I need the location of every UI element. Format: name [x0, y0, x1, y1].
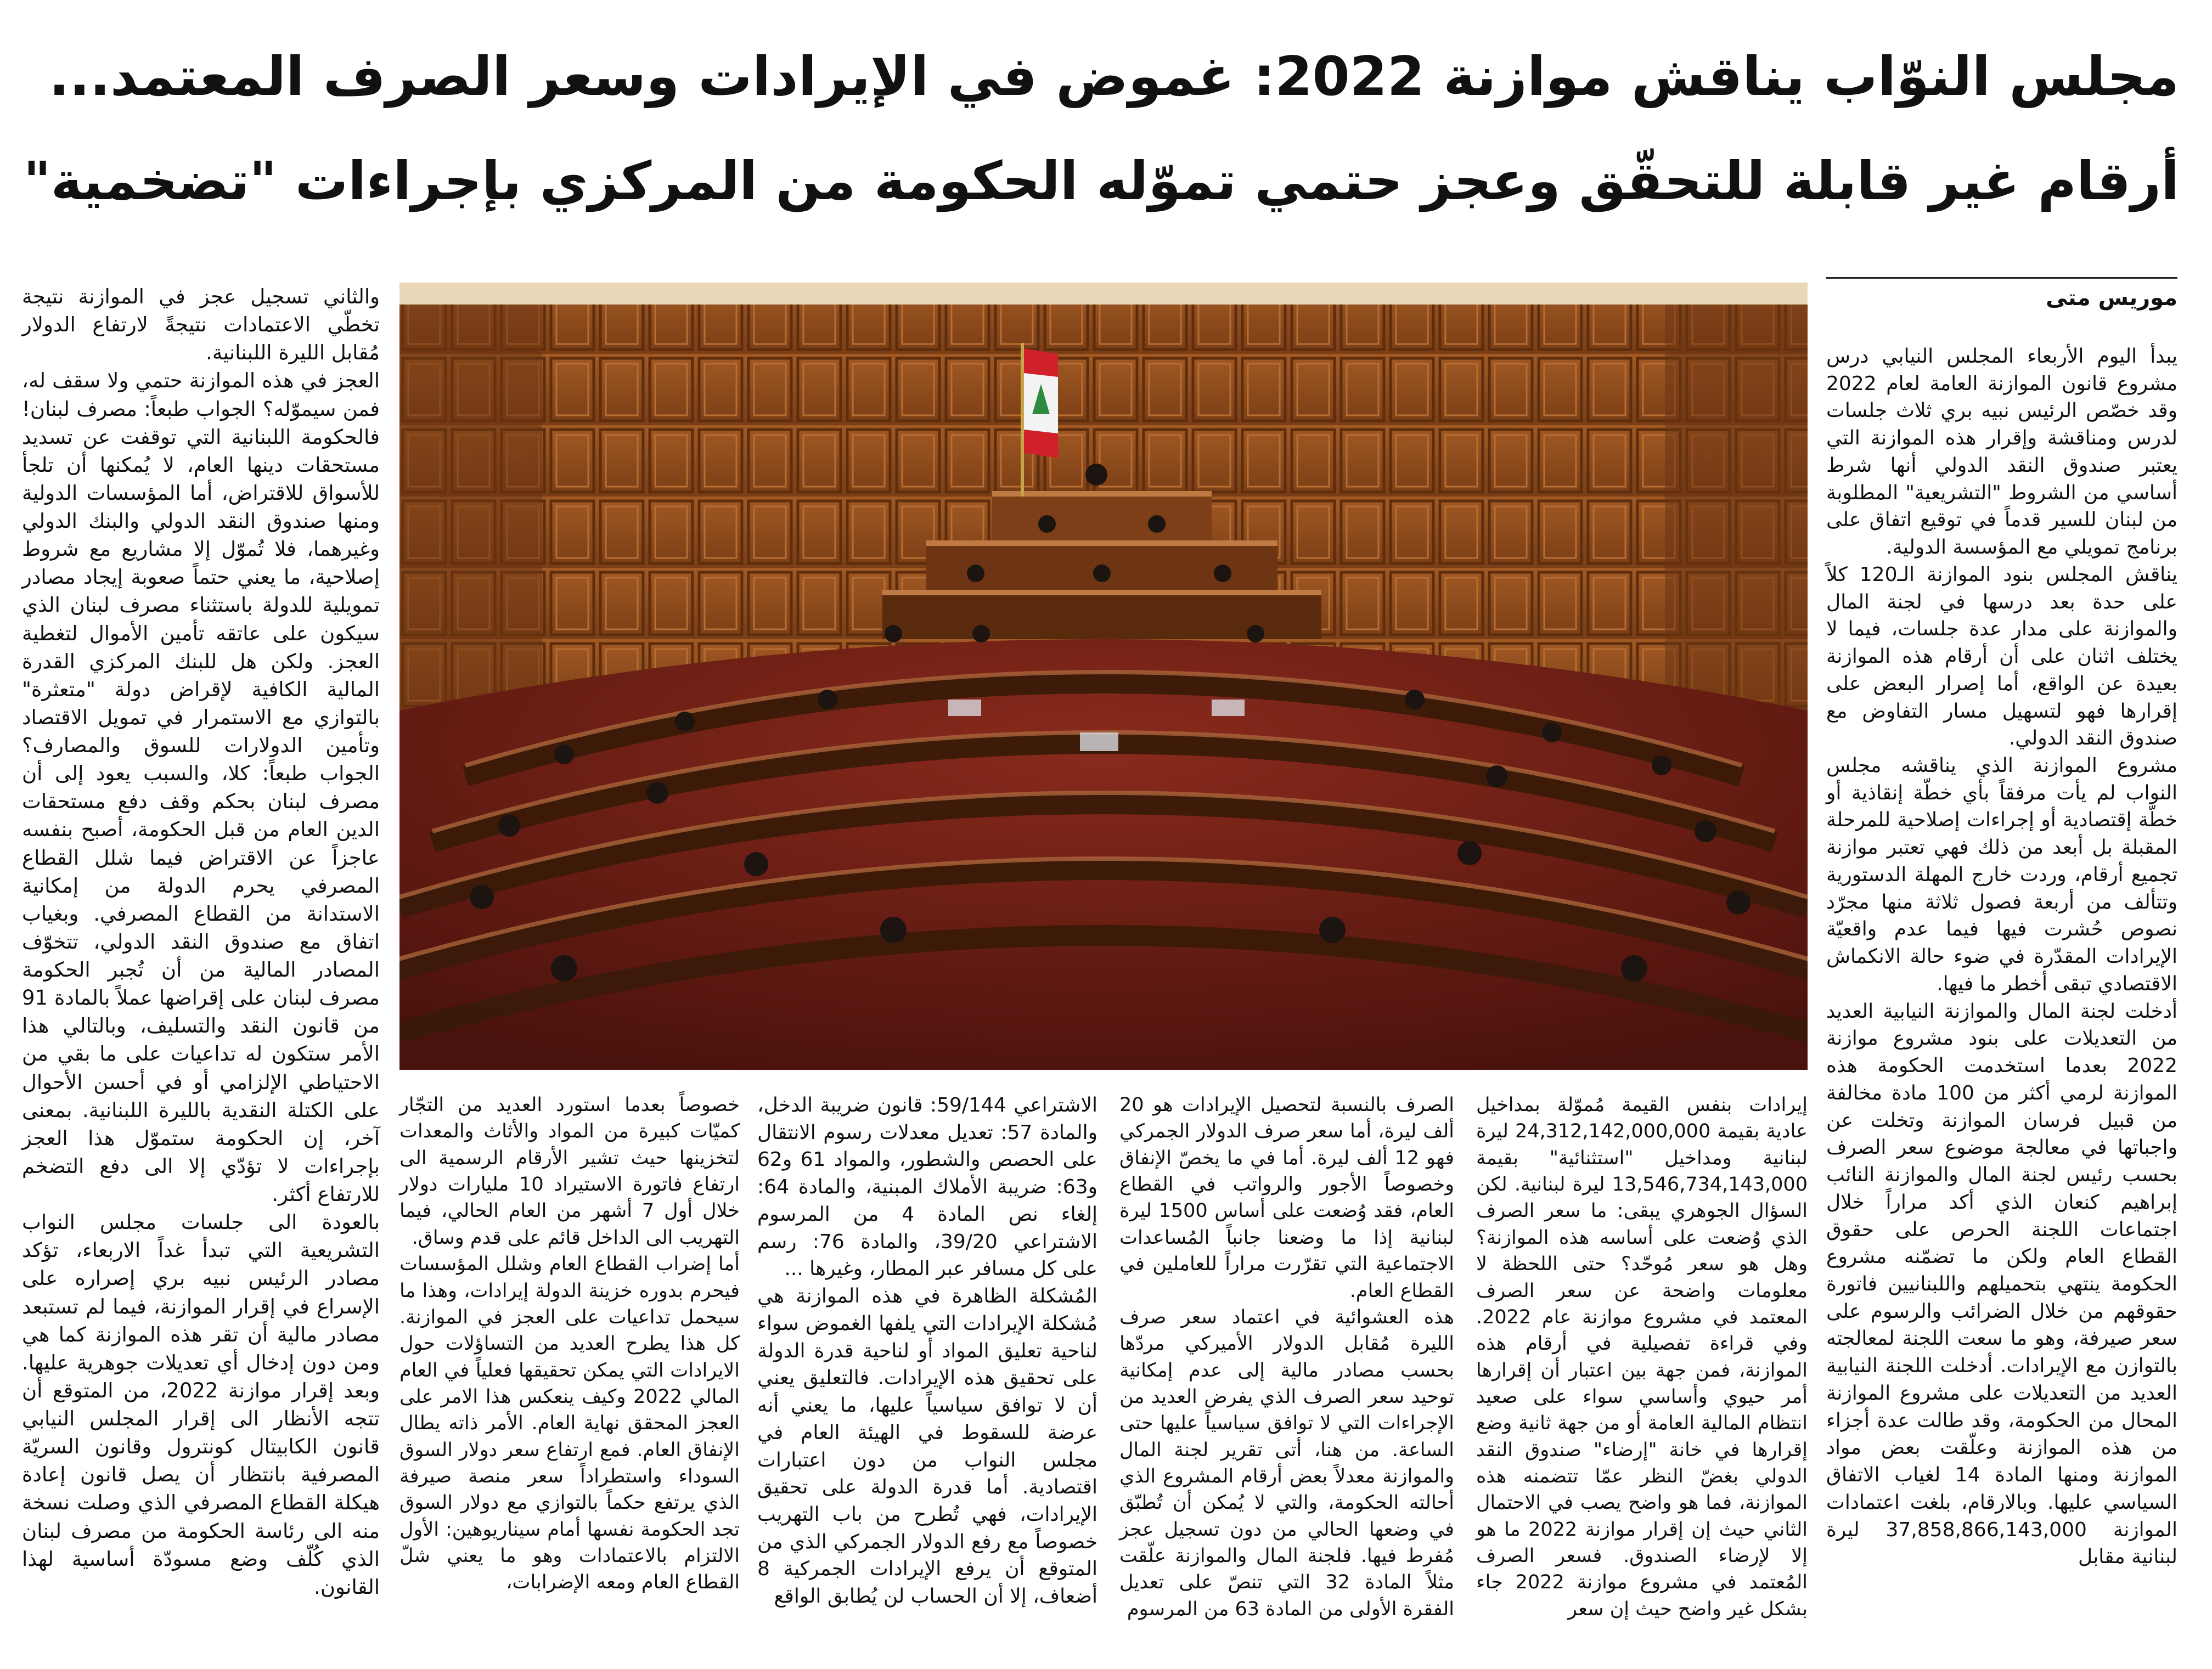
paragraph: أدخلت لجنة المال والموازنة النيابية العديد من التعديلات على بنود مشروع موازنة 2022 بعدما استخدمت الحكومة هذه الموازنة لرمي أكثر من 100 مادة مخالفة من قبيل فرسان الموازنة وتخلت عن واجباتها في معالجة موضوع سعر الصرف بحسب رئيس لجنة المال والموازنة النائب إبراهيم كنعان الذي أكد مراراً خلال اجتماعات اللجنة الحرص على حقوق القطاع العام ولكن ما تضمّنه مشروع الحكومة ينتهي بتحميلهم واللبنانيين فاتورة حقوقهم من خلال الضرائب والرسوم على سعر صيرفة، وهو ما سعت اللجنة لمعالجته بالتوازن مع الإيرادات. أدخلت اللجنة النيابية العديد من التعديلات على مشروع الموازنة المحال من الحكومة، وقد طالت عدة أجزاء من هذه الموازنة وعلّقت بعض مواد الموازنة ومنها المادة 14 لغياب الاتفاق السياسي عليها. وبالارقام، بلغت اعتمادات الموازنة 37,858,866,143,000 ليرة لبنانية مقابل [1826, 1000, 2178, 1569]
byline-rule [1826, 277, 2177, 279]
paragraph: بالعودة الى جلسات مجلس النواب التشريعية التي تبدأ غداً الاربعاء، تؤكد مصادر الرئيس نبيه بري إصراره على الإسراع في إقرار الموازنة، فيما لم تستبعد مصادر مالية أن تقر هذه الموازنة كما هي ومن دون إدخال أي تعديلات جوهرية عليها. وبعد إقرار موازنة 2022، من المتوقع أن تتجه الأنظار الى إقرار المجلس النيابي قانون الكابيتال كونترول وقانون السريّة المصرفية بانتظار أن يصل قانون إعادة هيكلة القطاع المصرفي الذي وصلت نسخة منه الى رئاسة الحكومة من مصرف لبنان الذي كُلّف وضع مسودّة أساسية لهذا القانون. [22, 1210, 380, 1599]
article-column-5 [399, 1092, 740, 1596]
article-column-1 [1826, 343, 2177, 1571]
article-column-6 [22, 283, 380, 1601]
paragraph: يناقش المجلس بنود الموازنة الـ120 كلاً على حدة بعد درسها في لجنة المال والموازنة على مدار عدة جلسات، فيما لا يختلف اثنان على أن أرقام هذه الموازنة بعيدة عن الواقع، أما إصرار البعض على إقرارها فهو لتسهيل مسار التفاوض مع صندوق النقد الدولي. [1826, 563, 2178, 750]
headline-line-2: أرقام غير قابلة للتحقّق وعجز حتمي تموّله الحكومة من المركزي بإجراءات "تضخمية" [23, 150, 2179, 212]
article-column-3 [1119, 1092, 1454, 1622]
paragraph: أما إضراب القطاع العام وشلل المؤسسات فيحرم بدوره خزينة الدولة إيرادات، وهذا ما سيحمل تداعيات على العجز في الموازنة. كل هذا يطرح العديد من التساؤلات حول الايرادات التي يمكن تحقيقها فعلياً في العام المالي 2022 وكيف ينعكس هذا الامر على العجز المحقق نهاية العام. الأمر ذاته يطال الإنفاق العام. فمع ارتفاع سعر دولار السوق السوداء واستطراداً سعر منصة صيرفة الذي يرتفع حكماً بالتوازي مع دولار السوق تجد الحكومة نفسها أمام سيناريوهين: الأول الالتزام بالاعتمادات وهو ما يعني شلّ القطاع العام ومعه الإضرابات، [399, 1253, 740, 1594]
parliament-photo [399, 283, 1808, 1070]
article-column-4 [757, 1092, 1097, 1610]
paragraph: يبدأ اليوم الأربعاء المجلس النيابي درس مشروع قانون الموازنة العامة لعام 2022 وقد خصّص الرئيس نبيه بري ثلاث جلسات لدرس ومناقشة وإقرار هذه الموازنة التي يعتبر صندوق النقد الدولي أنها شرط أساسي من الشروط "التشريعية" المطلوبة من لبنان للسير قدماً في توقيع اتفاق على برنامج تمويلي مع المؤسسة الدولية. [1826, 345, 2177, 559]
paragraph: هذه العشوائية في اعتماد سعر صرف الليرة مُقابل الدولار الأميركي مردّها بحسب مصادر مالية إلى عدم إمكانية توحيد سعر الصرف الذي يفرض العديد من الإجراءات التي لا توافق سياسياً عليها حتى الساعة. من هنا، أتى تقرير لجنة المال والموازنة معدلاً بعض أرقام المشروع الذي أحالته الحكومة، والتي لا يُمكن أن تُطبّق في وضعها الحالي من دون تسجيل عجز مُفرط فيها. فلجنة المال والموازنة علّقت مثلاً المادة 32 التي تنصّ على تعديل الفقرة الأولى من المادة 63 من المرسوم [1119, 1306, 1455, 1620]
paragraph: الصرف بالنسبة لتحصيل الإيرادات هو 20 ألف ليرة، أما سعر صرف الدولار الجمركي فهو 12 ألف ليرة. أما في ما يخصّ الإنفاق وخصوصاً الأجور والرواتب في القطاع العام، فقد وُضعت على أساس 1500 ليرة لبنانية إذا ما وضعنا جانباً المُساعدات الاجتماعية التي تقرّرت مراراً للعاملين في القطاع العام. [1119, 1094, 1455, 1302]
paragraph: إيرادات بنفس القيمة مُموّلة بمداخيل عادية بقيمة 24,312,142,000,000 ليرة لبنانية ومداخيل "استثنائية" بقيمة 13,546,734,143,000 ليرة لبنانية. لكن السؤال الجوهري يبقى: ما سعر الصرف الذي وُضعت على أساسه هذه الموازنة؟ وهل هو سعر مُوحّد؟ حتى اللحظة لا معلومات واضحة عن سعر الصرف المعتمد في مشروع موازنة عام 2022. وفي قراءة تفصيلية في أرقام هذه الموازنة، فمن جهة بين اعتبار أن إقرارها أمر حيوي وأساسي سواء على صعيد انتظام المالية العامة أو من جهة ثانية وضع إقرارها في خانة "إرضاء" صندوق النقد الدولي بغضّ النظر عمّا تتضمنه هذه الموازنة، فما هو واضح يصب في الاحتمال الثاني حيث إن إقرار موازنة 2022 ما هو إلا لإرضاء الصندوق. فسعر الصرف المُعتمد في مشروع موازنة 2022 جاء بشكل غير واضح حيث إن سعر [1476, 1094, 1808, 1620]
paragraph: خصوصاً بعدما استورد العديد من التجّار كميّات كبيرة من المواد والأثاث والمعدات لتخزينها حيث تشير الأرقام الرسمية الى ارتفاع فاتورة الاستيراد 10 مليارات دولار خلال أول 7 أشهر من العام الحالي، فيما التهريب الى الداخل قائم على قدم وساق. [399, 1094, 740, 1249]
paragraph: المُشكلة الظاهرة في هذه الموازنة هي مُشكلة الإيرادات التي يلفها الغموض سواء لناحية تعليق المواد أو لناحية قدرة الدولة على تحقيق هذه الإيرادات. فالتعليق يعني أن لا توافق سياسياً عليها، ما يعني أنه عرضة للسقوط في الهيئة العام في مجلس النواب من دون اعتبارات اقتصادية. أما قدرة الدولة على تحقيق الإيرادات، فهي تُطرح من باب التهريب خصوصاً مع رفع الدولار الجمركي الذي من المتوقع أن يرفع الإيرادات الجمركية 8 أضعاف، إلا أن الحساب لن يُطابق الواقع [757, 1285, 1097, 1608]
paragraph: والثاني تسجيل عجز في الموازنة نتيجة تخطّي الاعتمادات نتيجةً لارتفاع الدولار مُقابل الليرة اللبنانية. [22, 285, 380, 365]
paragraph: مشروع الموازنة الذي يناقشه مجلس النواب لم يأت مرفقاً بأي خطّة إنقاذية أو خطّة إقتصادية أو إجراءات إصلاحية للمرحلة المقبلة بل أبعد من ذلك فهي تعتبر موازنة تجميع أرقام، وردت خارج المهلة الدستورية وتتألف من أربعة فصول ثلاثة منها مجرّد نصوص حُشرت فيها فيما عدم واقعيّة الإيرادات المقدّرة في ضوء حالة الانكماش الاقتصادي تبقى أخطر ما فيها. [1826, 754, 2177, 995]
headline-line-1: مجلس النوّاب يناقش موازنة 2022: غموض في الإيرادات وسعر الصرف المعتمد... [49, 46, 2179, 108]
byline: موريس متى [2046, 285, 2177, 311]
paragraph: العجز في هذه الموازنة حتمي ولا سقف له، فمن سيموّله؟ الجواب طبعاً: مصرف لبنان! فالحكومة اللبنانية التي توقفت عن تسديد مستحقات دينها العام، لا يُمكنها أن تلجأ للأسواق للاقتراض، أما المؤسسات الدولية ومنها صندوق النقد الدولي والبنك الدولي وغيرهما، فلا تُموّل إلا مشاريع مع شروط إصلاحية، ما يعني حتماً صعوبة إيجاد مصادر تمويلية للدولة باستثناء مصرف لبنان الذي سيكون على عاتقه تأمين الأموال لتغطية العجز. ولكن هل للبنك المركزي القدرة المالية الكافية لإقراض دولة "متعثرة" بالتوازي مع الاستمرار في تمويل الاقتصاد وتأمين الدولارات للسوق والمصارف؟ الجواب طبعاً: كلا، والسبب يعود إلى أن مصرف لبنان بحكم وقف دفع مستحقات الدين العام من قبل الحكومة، أصبح بنفسه عاجزاً عن الاقتراض فيما شلل القطاع المصرفي يحرم الدولة من إمكانية الاستدانة من القطاع المصرفي. وبغياب اتفاق مع صندوق النقد الدولي، تتخوّف المصادر المالية من أن تُجبر الحكومة مصرف لبنان على إقراضها عملاً بالمادة 91 من قانون النقد والتسليف، وبالتالي هذا الأمر ستكون له تداعيات على ما بقي من الاحتياطي الإلزامي أو في أحسن الأحوال على الكتلة النقدية بالليرة اللبنانية. بمعنى آخر، إن الحكومة ستموّل هذا العجز بإجراءات لا تؤدّي إلا الى دفع التضخم للارتفاع أكثر. [22, 369, 380, 1206]
article-column-2 [1476, 1092, 1808, 1622]
paragraph: الاشتراعي 59/144: قانون ضريبة الدخل، والمادة 57: تعديل معدلات رسوم الانتقال على الحصص والشطور، والمواد 61 و62 و63: ضريبة الأملاك المبنية، والمادة 64: إلغاء نص المادة 4 من المرسوم الاشتراعي 39/20، والمادة 76: رسم على كل مسافر عبر المطار، وغيرها ... [757, 1094, 1098, 1281]
